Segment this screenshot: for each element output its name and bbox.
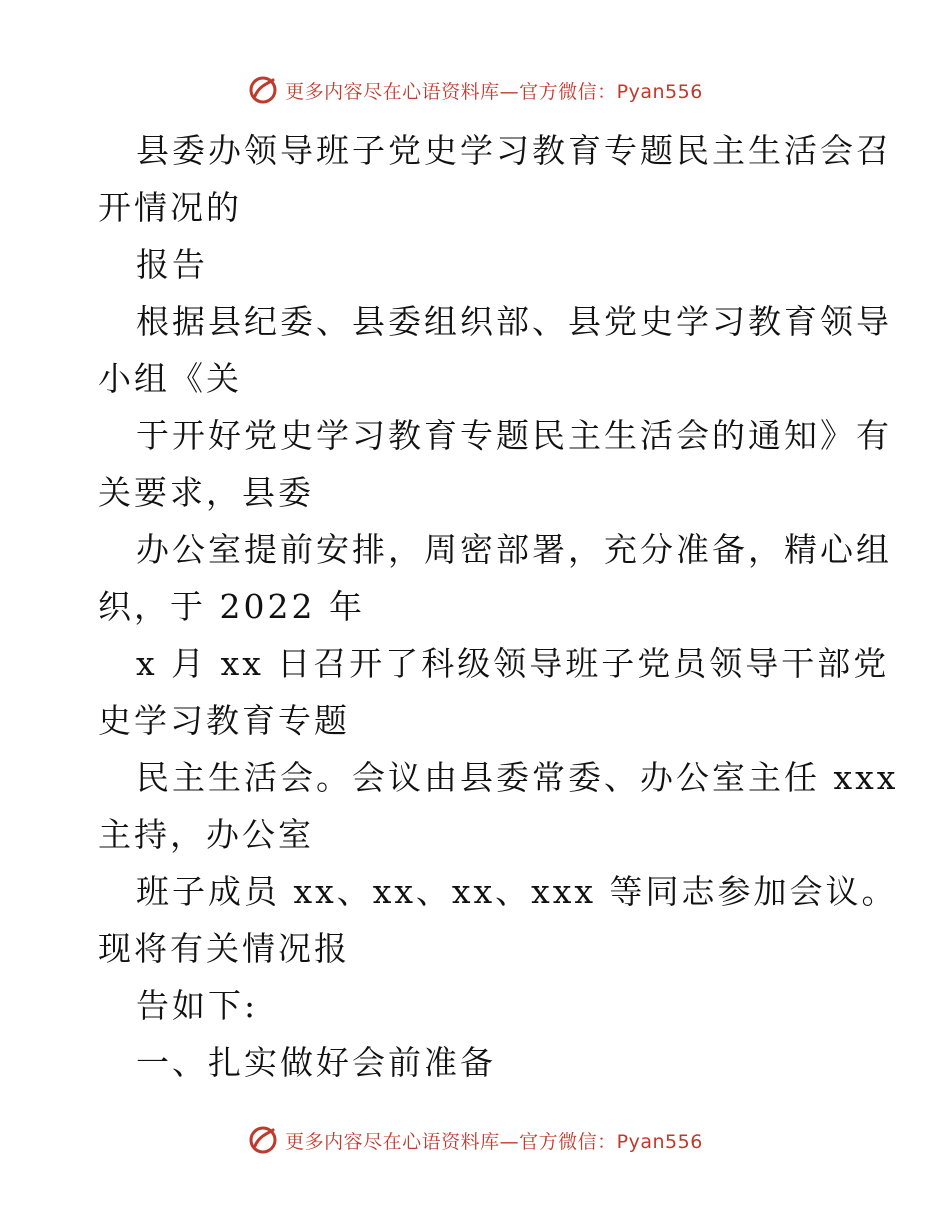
- header-banner-wechat: 官方微信：Pyan556: [519, 80, 703, 103]
- brush-swirl-logo-icon: [247, 74, 279, 106]
- footer-banner-title: 更多内容尽在心语资料库: [285, 1130, 500, 1153]
- paragraph-line: 现将有关情况报: [98, 929, 350, 968]
- paragraph-line: 根据县纪委、县委组织部、县党史学习教育领导: [136, 302, 892, 341]
- footer-banner: [0, 1120, 950, 1160]
- paragraph-line: x 月 xx 日召开了科级领导班子党员领导干部党: [136, 644, 890, 683]
- footer-banner-wechat: 官方微信：Pyan556: [519, 1130, 703, 1153]
- brush-swirl-logo-icon: [247, 1124, 279, 1156]
- paragraph-line: 主持，办公室: [98, 815, 314, 854]
- header-banner-dash: —: [499, 80, 520, 103]
- paragraph-line: 关要求，县委: [98, 473, 314, 512]
- paragraph-line: 于开好党史学习教育专题民主生活会的通知》有: [136, 416, 892, 455]
- title-line-1: 县委办领导班子党史学习教育专题民主生活会召: [136, 131, 892, 170]
- header-banner: [0, 70, 950, 110]
- footer-banner-dash: —: [499, 1130, 520, 1153]
- paragraph-line: 办公室提前安排，周密部署，充分准备，精心组: [136, 530, 892, 569]
- paragraph-line: 史学习教育专题: [98, 701, 350, 740]
- paragraph-line: 民主生活会。会议由县委常委、办公室主任 xxx: [136, 758, 899, 797]
- paragraph-line: 织，于 2022 年: [98, 587, 365, 626]
- section-heading: 一、扎实做好会前准备: [136, 1043, 496, 1082]
- title-line-2: 开情况的: [98, 188, 242, 227]
- paragraph-line: 小组《关: [98, 359, 242, 398]
- footer-banner-text: [285, 1127, 703, 1154]
- header-banner-title: 更多内容尽在心语资料库: [285, 80, 500, 103]
- document-body: [98, 122, 899, 1091]
- paragraph-line: 班子成员 xx、xx、xx、xxx 等同志参加会议。: [136, 872, 898, 911]
- paragraph-line: 告如下:: [136, 986, 259, 1025]
- header-banner-text: [285, 77, 703, 104]
- title-line-3: 报告: [136, 245, 208, 284]
